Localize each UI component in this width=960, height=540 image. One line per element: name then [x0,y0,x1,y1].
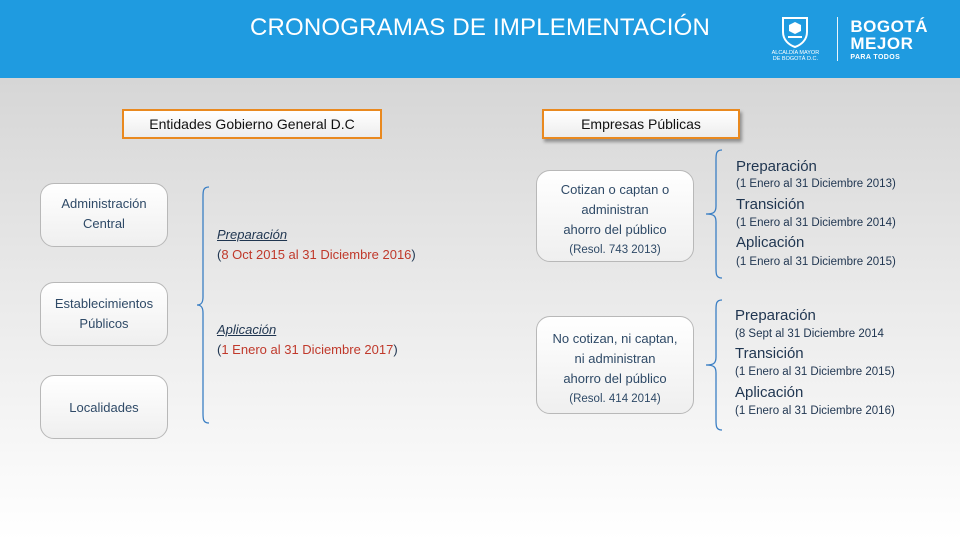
card-administracion-central [40,183,168,247]
g2-phase-name-2: Transición [735,345,804,362]
page-title: CRONOGRAMAS DE IMPLEMENTACIÓN [249,14,711,41]
header-logos [765,12,928,66]
g1-phase-name-2: Transición [736,196,805,213]
g1-phase-name-1: Preparación [736,158,817,175]
bogota-mejor-logo [850,18,928,61]
card-nocot-line1: No cotizan, ni captan, [552,331,678,346]
left-brace [195,185,215,425]
left-prep-close: ) [411,247,416,262]
g1-phase-date-2: (1 Enero al 31 Diciembre 2014) [736,217,896,229]
left-apl-dates: 1 Enero al 31 Diciembre 2017 [221,342,394,357]
card-cotizan [536,170,694,262]
header-bar [0,0,960,78]
left-apl-label: Aplicación [217,322,277,337]
g2-phase-date-2: (1 Enero al 31 Diciembre 2015) [735,366,895,378]
card-admin-line2: Central [83,216,125,231]
logo-line3: PARA TODOS [850,53,901,61]
card-cotizan-line1: Cotizan o captan o [560,182,670,197]
card-estab-line2: Públicos [79,316,129,331]
alcaldia-crest-logo [765,12,825,66]
left-aplicacion [217,320,398,360]
card-cotizan-resol: (Resol. 743 2013) [569,244,661,256]
card-nocot-resol: (Resol. 414 2014) [569,393,661,405]
right-brace-1 [702,148,726,280]
card-cotizan-line2: administran [581,202,649,217]
crest-icon [780,16,810,48]
g2-phase-date-1: (8 Sept al 31 Diciembre 2014 [735,328,884,340]
card-nocot-line2: ni administran [574,351,656,366]
card-local-line1: Localidades [69,400,139,415]
tab-entidades-gobierno: Entidades Gobierno General D.C [122,109,382,139]
left-apl-close: ) [393,342,398,357]
card-no-cotizan [536,316,694,414]
card-cotizan-line3: ahorro del público [563,222,667,237]
logo-line1: BOGOTÁ [850,16,928,36]
g2-phase-date-3: (1 Enero al 31 Diciembre 2016) [735,405,895,417]
crest-text-line2: DE BOGOTÁ D.C. [772,56,818,62]
right-brace-2 [702,298,726,432]
tab-empresas-publicas: Empresas Públicas [542,109,740,139]
g1-phase-date-3: (1 Enero al 31 Diciembre 2015) [736,256,896,268]
card-admin-line1: Administración [61,196,147,211]
card-localidades [40,375,168,439]
g2-phase-name-1: Preparación [735,307,816,324]
g2-phase-name-3: Aplicación [735,384,804,401]
left-preparacion [217,225,416,265]
left-prep-open: ( [217,247,222,262]
logo-divider [837,17,838,61]
crest-text-line1: ALCALDÍA MAYOR [771,50,820,56]
card-nocot-line3: ahorro del público [563,371,667,386]
left-apl-open: ( [217,342,222,357]
card-estab-line1: Establecimientos [54,296,154,311]
left-prep-dates: 8 Oct 2015 al 31 Diciembre 2016 [221,247,412,262]
logo-line2: MEJOR [850,33,914,53]
g1-phase-name-3: Aplicación [736,234,805,251]
g1-phase-date-1: (1 Enero al 31 Diciembre 2013) [736,178,896,190]
left-prep-label: Preparación [217,227,288,242]
card-establecimientos-publicos [40,282,168,346]
